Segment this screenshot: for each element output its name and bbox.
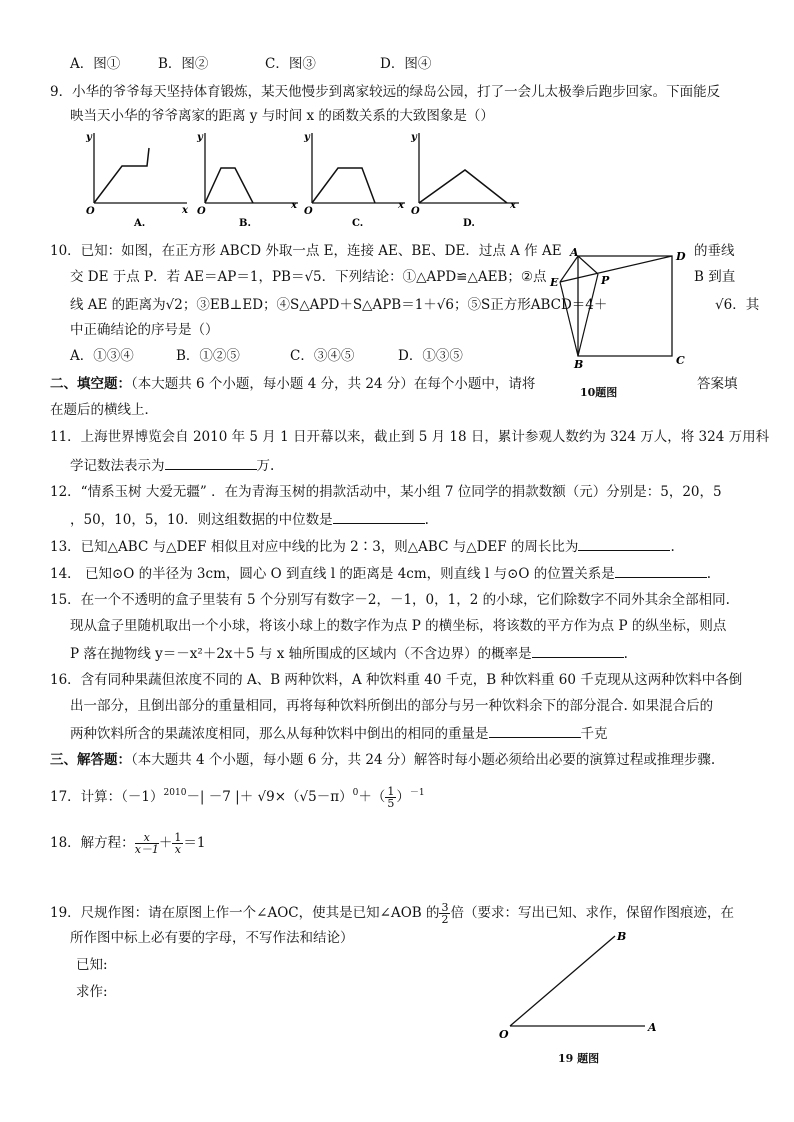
q15-text-line1: 15．在一个不透明的盒子里装有 5 个分别写有数字－2，－1，0，1，2 的小球，它们除数字不同外其余全部相同. [50, 592, 730, 608]
section2-line1 [50, 374, 535, 394]
q10-choice-b: B．①②⑤ [176, 348, 240, 364]
q10-text-line2: 交 DE 于点 P．若 AE＝AP＝1，PB＝√5．下列结论：①△APD≌△AEB；②点 [70, 269, 547, 285]
q16-text-a: 两种饮料所含的果蔬浓度相同，那么从每种饮料中倒出的相同的重量是 [70, 726, 489, 742]
q19-construct-label: 求作: [76, 984, 108, 1000]
q13-text [50, 535, 675, 557]
q9-graph-d [407, 128, 522, 228]
q19-point-b: B [617, 930, 627, 943]
q9d-origin: O [411, 206, 420, 217]
q14-text-b: . [706, 566, 712, 582]
q11-text-a: 学记数法表示为 [70, 458, 165, 474]
q9a-y-label: y [86, 132, 92, 143]
q19-text-line2: 所作图中标上必有要的字母，不写作法和结论） [70, 930, 354, 946]
q11-answer-blank[interactable] [165, 454, 257, 470]
q9d-y-label: y [411, 132, 417, 143]
q14-text [50, 562, 711, 584]
q15-text-b: . [623, 646, 628, 662]
q12-text-a: ，50，10，5，10．则这组数据的中位数是 [70, 512, 333, 528]
q9c-y-label: y [304, 132, 310, 143]
q19-text-b: 倍（要求：写出已知、求作，保留作图痕迹，在 [450, 905, 734, 921]
q12-answer-blank[interactable] [333, 508, 425, 524]
q17-exp2: 0 [352, 788, 359, 798]
q10-figure [548, 244, 693, 372]
q18-prefix: 18．解方程： [50, 835, 135, 851]
q9a-x-label: x [182, 205, 188, 216]
q16-text-line1: 16．含有同种果蔬但浓度不同的 A、B 两种饮料，A 种饮料重 40 千克，B 种饮料重 60 千克现从这两种饮料中各倒 [50, 672, 743, 688]
q10-point-a: A [570, 246, 579, 259]
q17-prefix: 17．计算：（－1） [50, 789, 164, 805]
q19-point-o: O [499, 1028, 509, 1041]
q10-choice-d: D．①③⑤ [398, 348, 463, 364]
q9a-origin: O [86, 206, 95, 217]
q10-point-b: B [574, 358, 584, 371]
q10-text-line4: 中正确结论的序号是（） [70, 322, 219, 338]
q10-text-line3: 线 AE 的距离为√2；③EB⊥ED；④S△APD＋S△APB＝1＋√6；⑤S正方形ABCD＝4＋ [70, 297, 608, 313]
q10-text-line3-right: √6．其 [715, 297, 760, 313]
q12-text-line2 [70, 508, 429, 530]
q19-text-line1 [50, 898, 734, 928]
q10-text-line1-right: 的垂线 [694, 243, 735, 259]
q16-text-line3 [70, 722, 608, 744]
q9c-caption: C. [352, 218, 364, 228]
q16-answer-blank[interactable] [489, 722, 581, 738]
q9-graph-b [193, 128, 303, 228]
q19-figure [495, 925, 675, 1045]
q19-fraction: $\frac{3}{2}$ [441, 901, 449, 926]
q17-close: ） [396, 789, 410, 805]
section2-text-right: 答案填 [697, 376, 738, 392]
q10-text-line1: 10．已知：如图，在正方形 ABCD 外取一点 E，连接 AE、BE、DE．过点 A 作 AE [50, 243, 562, 259]
q17-exp1: 2010 [163, 788, 187, 798]
q18-plus: ＋ [158, 835, 173, 851]
q10-choice-a: A．①③④ [70, 348, 134, 364]
q19-known-label: 已知: [76, 957, 108, 973]
q11-text-line1: 11．上海世界博览会自 2010 年 5 月 1 日开幕以来，截止到 5 月 18 日，累计参观人数约为 324 万人，将 324 万用科 [50, 429, 770, 445]
section2-line2: 在题后的横线上． [50, 402, 158, 418]
q18-fraction2: $\frac{1}{x}$ [174, 831, 182, 856]
q8-choice-d: D．图④ [380, 56, 432, 72]
q9c-x-label: x [398, 200, 404, 211]
q10-choice-c: C．③④⑤ [290, 348, 355, 364]
q9d-x-label: x [510, 200, 516, 211]
q9b-y-label: y [197, 132, 203, 143]
q8-choice-b: B．图② [158, 56, 209, 72]
q9b-caption: B. [239, 218, 251, 228]
q10-text-line2-right: B 到直 [694, 269, 736, 285]
q9-text-line2: 映当天小华的爷爷离家的距离 y 与时间 x 的函数关系的大致图象是（） [70, 108, 494, 124]
q15-text-a: P 落在抛物线 y＝－x²＋2x＋5 与 x 轴所围成的区域内（不含边界）的概率是 [70, 646, 532, 662]
q13-text-b: . [670, 539, 675, 555]
q9b-x-label: x [291, 200, 297, 211]
q9-graph-c [300, 128, 410, 228]
q9b-origin: O [197, 206, 206, 217]
section3-line [50, 750, 715, 770]
q11-text-line2 [70, 454, 274, 476]
q18-equation [50, 828, 205, 858]
q10-point-p: P [601, 274, 610, 287]
q14-answer-blank[interactable] [615, 562, 707, 578]
q19-point-a: A [648, 1021, 657, 1034]
q10-point-e: E [550, 276, 559, 289]
q8-choice-a: A．图① [70, 56, 121, 72]
q15-text-line3 [70, 642, 628, 664]
q15-text-line2: 现从盒子里随机取出一个小球，将该小球上的数字作为点 P 的横坐标，将该数的平方作为点 P 的纵坐标，则点 [70, 618, 727, 634]
q9-graph-a [82, 128, 192, 228]
q18-fraction1: $\frac{x}{x-1}$ [134, 831, 159, 856]
q17-mid: －| －7 |＋ √9×（√5－π） [186, 789, 353, 805]
q13-text-a: 13．已知△ABC 与△DEF 相似且对应中线的比为 2∶3，则△ABC 与△DEF 的周长比为 [50, 539, 579, 555]
q12-text-line1: 12．“情系玉树 大爱无疆” ．在为青海玉树的捐款活动中，某小组 7 位同学的捐款数额（元）分别是：5，20，5 [50, 484, 722, 500]
q15-answer-blank[interactable] [532, 642, 624, 658]
q14-text-a: 14． 已知⊙O 的半径为 3cm，圆心 O 到直线 l 的距离是 4cm，则直线 l 与⊙O 的位置关系是 [50, 566, 615, 582]
q12-text-b: . [424, 512, 429, 528]
q10-point-c: C [676, 354, 685, 367]
q17-exp3: －1 [409, 788, 425, 798]
section2-text: （本大题共 6 个小题，每小题 4 分，共 24 分）在每个小题中，请将 [131, 376, 536, 392]
q13-answer-blank[interactable] [578, 535, 670, 551]
q10-figure-caption: 10题图 [580, 386, 618, 399]
q16-text-b: 千克 [580, 726, 608, 742]
q17-plus: ＋（ [358, 789, 386, 805]
section3-heading: 三、解答题： [50, 752, 131, 768]
q9-text-line1: 9．小华的爷爷每天坚持体育锻炼，某天他慢步到离家较远的绿岛公园，打了一会儿太极拳后跑步回家。下面能反 [50, 84, 721, 100]
q19-text-a: 19．尺规作图：请在原图上作一个∠AOC，使其是已知∠AOB 的 [50, 905, 440, 921]
q9a-caption: A. [134, 218, 146, 228]
q17-expression [50, 778, 425, 812]
q8-choice-c: C．图③ [265, 56, 316, 72]
q17-fraction: $\frac{1}{5}$ [387, 785, 395, 810]
q16-text-line2: 出一部分，且倒出部分的重量相同，再将每种饮料所倒出的部分与另一种饮料余下的部分混合. 如果混合后的 [70, 698, 714, 714]
q11-text-b: 万. [256, 458, 275, 474]
q18-eq: ＝1 [183, 835, 206, 851]
q9d-caption: D. [463, 218, 475, 228]
q10-point-d: D [676, 250, 686, 263]
section3-text: （本大题共 4 个小题，每小题 6 分，共 24 分）解答时每小题必须给出必要的演算过程或推理步骤. [131, 752, 716, 768]
q19-figure-caption: 19 题图 [558, 1052, 600, 1065]
q9c-origin: O [304, 206, 313, 217]
section2-heading: 二、填空题： [50, 376, 131, 392]
